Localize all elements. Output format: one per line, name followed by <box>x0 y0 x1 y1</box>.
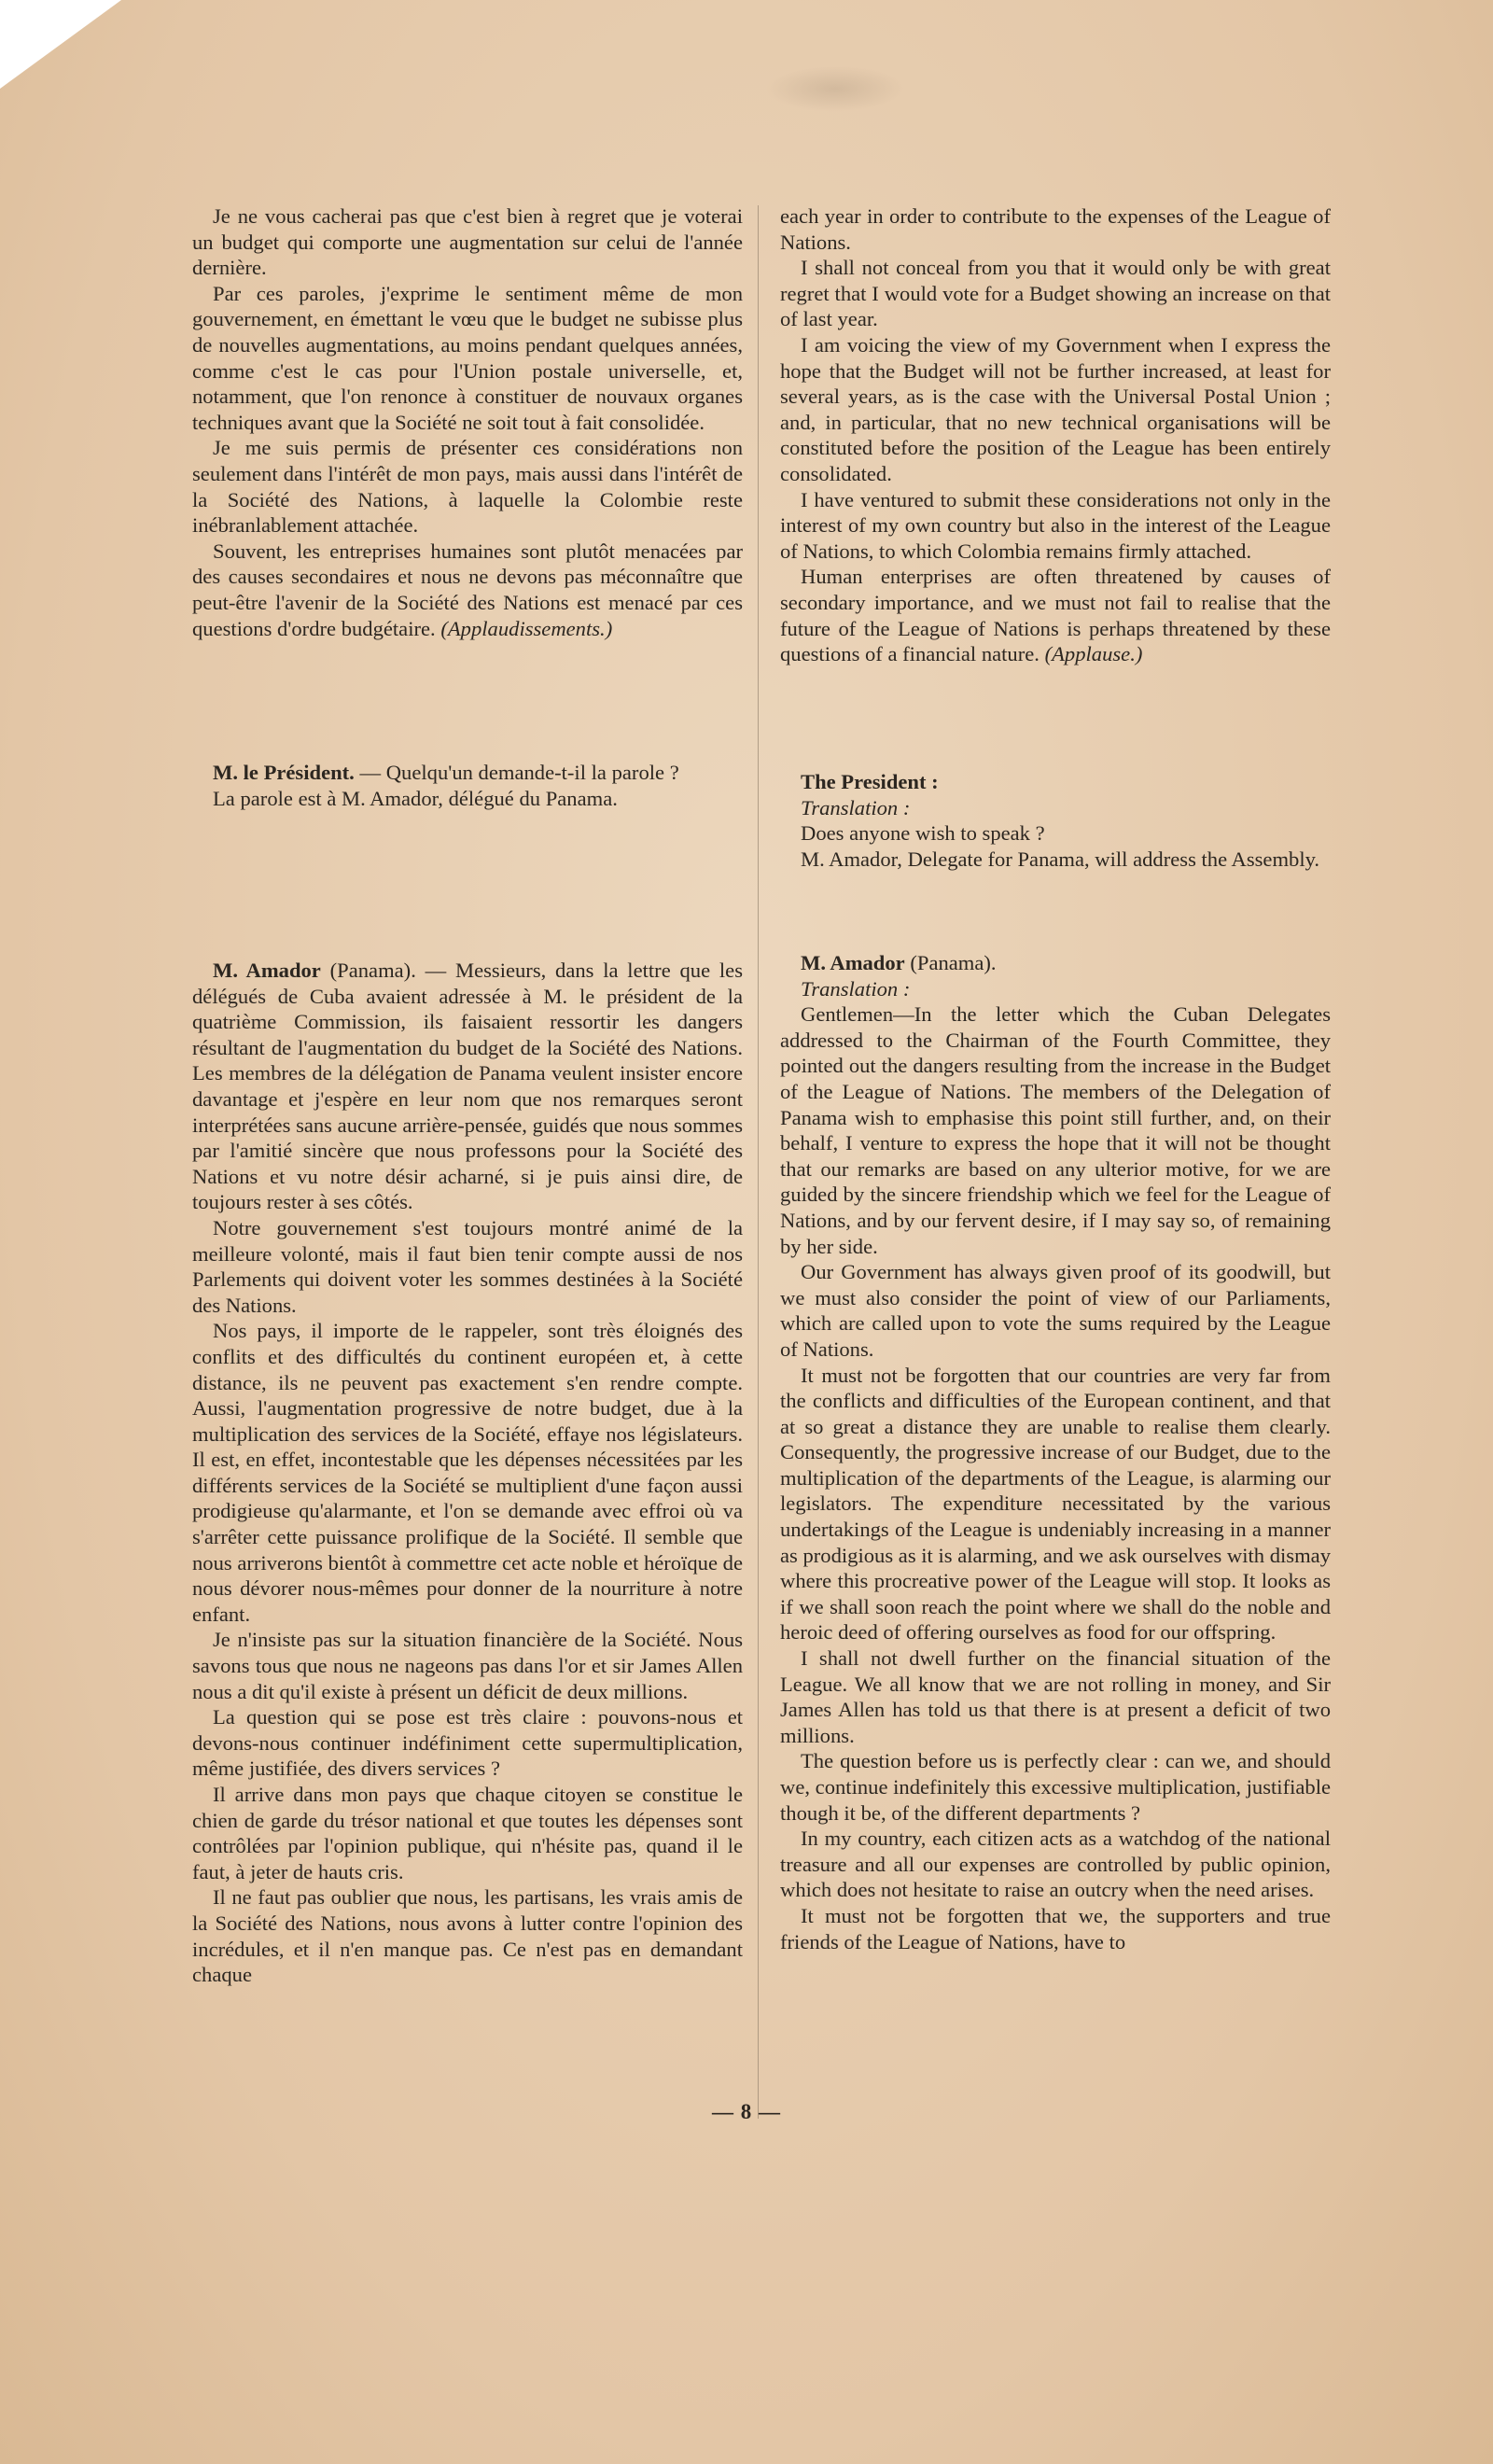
en-paragraph: Gentlemen—In the letter which the Cuban Delegates addressed to the Chairman of the Fourth Committee, they pointed out the dangers resulting from the increase in the Budget of the League of Nations. The members of the Delegation of Panama wish to emphasise this point still further, and, on their behalf, I venture to express the hope that it will not be thought that our remarks are based on any ulterior motive, for we are guided by the sincere friendship which we feel for the League of Nations, and by our fervent desire, if I may say so, of remaining by her side. <box>780 1002 1331 1258</box>
fr-paragraph: Par ces paroles, j'exprime le sentiment même de mon gouvernement, en émettant le vœu que le budget ne subisse plus de nouvelles augmentations, au moins pendant quelques années, comme c'est le cas pour l'Union postale universelle, et, notamment, que l'on renonce à constituer de nouvaux organes techniques avant que la Société ne soit tout à fait consolidée. <box>192 281 743 434</box>
en-paragraph: The question before us is perfectly clear : can we, and should we, continue indefinitely this excessive multiplication, justifiable though it be, of the different departments ? <box>780 1749 1331 1825</box>
en-president-block <box>780 769 1331 872</box>
en-amador-country: (Panama). <box>904 951 997 974</box>
en-amador-block <box>780 950 1331 1954</box>
en-president-line-2: M. Amador, Delegate for Panama, will address the Assembly. <box>801 847 1320 871</box>
en-president-line: Does anyone wish to speak ? <box>801 821 1045 846</box>
fr-president-block <box>192 760 743 811</box>
ink-smudge <box>765 65 905 112</box>
en-paragraph: I shall not conceal from you that it would only be with great regret that I would vote for a Budget showing an increase on that of last year. <box>780 256 1331 331</box>
fr-amador-speaker: M. Amador <box>213 959 321 982</box>
fr-paragraph: Je ne vous cacherai pas que c'est bien à regret que je voterai un budget qui comporte une augmentation sur celui de l'année dernière. <box>192 204 743 280</box>
fr-applause: (Applaudissements.) <box>440 616 613 640</box>
en-amador-speaker: M. Amador <box>801 951 905 974</box>
en-paragraph: It must not be forgotten that our countries are very far from the conflicts and difficulties of the European continent, and that at so great a distance they are unable to realise them clearly. Consequently, the progressive increase of our Budget, due to the multiplication of the departments of the League, is alarming our legislators. The expenditure necessitated by the various undertakings of the League is undeniably increasing in a manner as prodigious as it is alarming, and we ask ourselves with dismay where this procreative power of the League will stop. It looks as if we shall soon reach the point where we shall do the noble and heroic deed of offering ourselves as food for our offspring. <box>780 1363 1331 1645</box>
fr-amador-block <box>192 958 743 1988</box>
fr-president-text: — Quelqu'un demande-t-il la parole ? <box>354 761 679 784</box>
fr-paragraph: Je me suis permis de présenter ces considérations non seulement dans l'intérêt de mon pays, mais aussi dans l'intérêt de la Société des Nations, à laquelle la Colombie reste inébranlablement attachée. <box>192 436 743 538</box>
fr-paragraph: Notre gouvernement s'est toujours montré animé de la meilleure volonté, mais il faut bien tenir compte aussi de nos Parlements qui doivent voter les sommes destinées à la Société des Nations. <box>192 1215 743 1317</box>
fr-president-line <box>192 760 743 786</box>
fr-president-speaker: M. le Président. <box>213 761 355 784</box>
en-paragraph: I am voicing the view of my Government when I express the hope that the Budget will not be further increased, at least for several years, as is the case with the Universal Postal Union ; and, in particular, that no new technical organisations will be constituted before the position of the League has been entirely consolidated. <box>780 332 1331 485</box>
en-amador-heading <box>780 950 1331 976</box>
fr-paragraph: Je n'insiste pas sur la situation financière de la Société. Nous savons tous que nous ne nageons pas dans l'or et sir James Allen nous a dit qu'il existe à présent un déficit de deux millions. <box>192 1628 743 1703</box>
page-number: — 8 — <box>712 2100 781 2123</box>
translation-label: Translation : <box>801 795 911 819</box>
fr-paragraph: Il ne faut pas oublier que nous, les partisans, les vrais amis de la Société des Nations, nous avons à lutter contre l'opinion des incrédules, et il n'en manque pas. Ce n'est pas en demandant chaque <box>192 1885 743 1987</box>
fr-amador-first-text: — Messieurs, dans la lettre que les délégués de Cuba avaient adressée à M. le président de la quatrième Commission, ils faisaient ressortir les dangers résultant de l'augmentation du budget de la Société des Nations. Les membres de la délégation de Panama veulent insister encore davantage et j'espère en leur nom que nos remarques seront interprétées sans aucune arrière-pensée, guidés que nous sommes par l'amitié sincère que nous professons pour la Société des Nations et vu notre désir acharné, si je puis ainsi dire, de toujours rester à ses côtés. <box>192 959 743 1214</box>
fr-president-line-2: La parole est à M. Amador, délégué du Panama. <box>213 786 618 810</box>
en-paragraph: In my country, each citizen acts as a watchdog of the national treasure and all our expenses are controlled by public opinion, which does not hesitate to raise an outcry when the need arises. <box>780 1827 1331 1902</box>
translation-label: Translation : <box>801 976 911 1001</box>
fr-amador-first <box>192 958 743 1215</box>
fr-amador-country: (Panama). <box>320 959 416 982</box>
en-paragraph: each year in order to contribute to the expenses of the League of Nations. <box>780 204 1331 254</box>
fr-paragraph: Il arrive dans mon pays que chaque citoyen se constitue le chien de garde du trésor national et que toutes les dépenses sont contrôlées par l'opinion publique, qui n'hésite pas, quand il le faut, à jeter de hauts cris. <box>192 1783 743 1883</box>
en-paragraph: I shall not dwell further on the financial situation of the League. We all know that we are not rolling in money, and Sir James Allen has told us that there is at present a deficit of two millions. <box>780 1646 1331 1747</box>
fr-paragraph: La question qui se pose est très claire : pouvons-nous et devons-nous continuer indéfiniment cette supermultiplication, même justifiée, des divers services ? <box>192 1705 743 1781</box>
en-president-speaker: The President : <box>801 770 939 793</box>
french-intro <box>192 203 743 641</box>
fr-paragraph <box>192 539 743 641</box>
fr-paragraph: Nos pays, il importe de le rappeler, sont très éloignés des conflits et des difficultés du continent européen et, à cette distance, ils ne peuvent pas exactement s'en rendre compte. Aussi, l'augmentation progressive de notre budget, due à la multiplication des services de la Société, effaye nos législateurs. Il est, en effet, incontestable que les dépenses nécessitées par les différents services de la Société se multiplient d'une façon aussi prodigieuse qu'alarmante, et l'on se demande avec effroi où va s'arrêter cette puissance prolifique de la Société. Il semble que nous arriverons bientôt à commettre cet acte noble et héroïque de nous dévorer nous-mêmes pour donner de la nourriture à notre enfant. <box>192 1319 743 1626</box>
en-paragraph <box>780 564 1331 666</box>
column-divider <box>758 205 759 2119</box>
en-paragraph: I have ventured to submit these considerations not only in the interest of my own country but also in the interest of the League of Nations, to which Colombia remains firmly attached. <box>780 487 1331 563</box>
en-paragraph: It must not be forgotten that we, the supporters and true friends of the League of Nations, have to <box>780 1903 1331 1953</box>
en-closing-text: Human enterprises are often threatened by causes of secondary importance, and we must not fail to realise that the future of the League of Nations is perhaps threatened by these questions of a financial nature. <box>780 565 1331 666</box>
torn-corner <box>0 0 121 89</box>
en-applause: (Applause.) <box>1044 642 1143 666</box>
english-intro <box>780 203 1331 667</box>
en-paragraph: Our Government has always given proof of its goodwill, but we must also consider the point of view of our Parliaments, which are called upon to vote the sums required by the League of Nations. <box>780 1260 1331 1361</box>
fr-closing-text: Souvent, les entreprises humaines sont plutôt menacées par des causes secondaires et nous ne devons pas méconnaître que peut-être l'avenir de la Société des Nations est menacé par ces questions d'ordre budgétaire. <box>192 539 743 640</box>
